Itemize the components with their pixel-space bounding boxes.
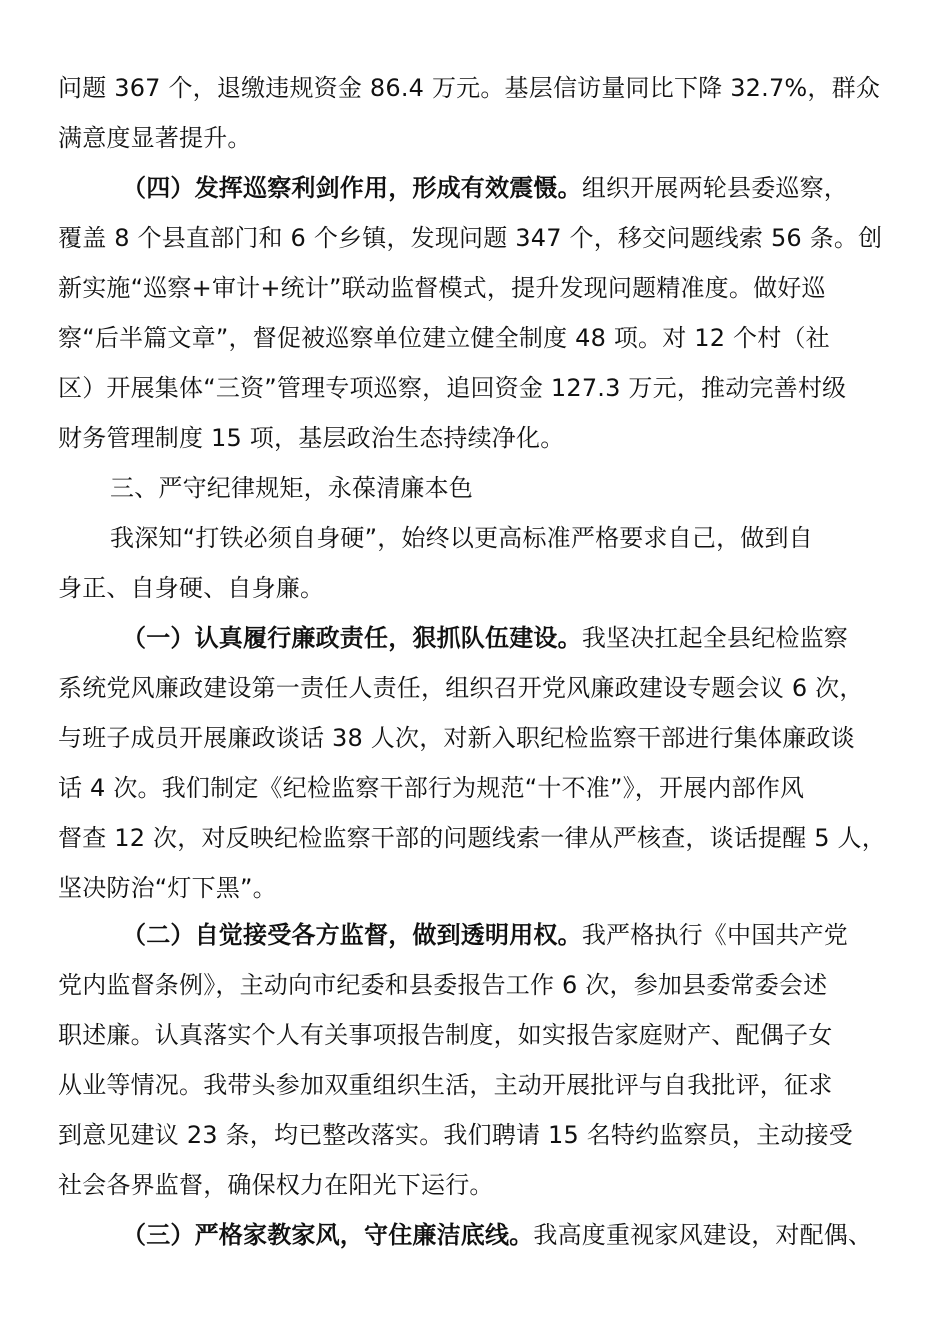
paragraph-3-first-line bbox=[122, 1210, 872, 1260]
paragraph-lead-text: 我坚决扛起全县纪检监察 bbox=[581, 624, 849, 652]
paragraph-line: 新实施“巡察+审计+统计”联动监督模式，提升发现问题精准度。做好巡 bbox=[58, 274, 826, 302]
paragraph-line: 满意度显著提升。 bbox=[58, 124, 252, 152]
paragraph-line: 我深知“打铁必须自身硬”，始终以更高标准严格要求自己，做到自 bbox=[110, 524, 813, 552]
paragraph-line: 督查 12 次，对反映纪检监察干部的问题线索一律从严核查，谈话提醒 5 人， bbox=[58, 824, 886, 852]
paragraph-line: 察“后半篇文章”，督促被巡察单位建立健全制度 48 项。对 12 个村（社 bbox=[58, 324, 830, 352]
paragraph-line: 覆盖 8 个县直部门和 6 个乡镇，发现问题 347 个，移交问题线索 56 条。创 bbox=[58, 224, 883, 252]
paragraph-line: 与班子成员开展廉政谈话 38 人次，对新入职纪检监察干部进行集体廉政谈 bbox=[58, 724, 855, 752]
paragraph-line: 系统党风廉政建设第一责任人责任，组织召开党风廉政建设专题会议 6 次， bbox=[58, 674, 864, 702]
paragraph-heading: （四）发挥巡察利剑作用，形成有效震慑。 bbox=[122, 174, 582, 202]
paragraph-lead-text: 我高度重视家风建设，对配偶、 bbox=[533, 1221, 873, 1249]
paragraph-1-first-line bbox=[122, 613, 848, 663]
paragraph-line: 问题 367 个，退缴违规资金 86.4 万元。基层信访量同比下降 32.7%，群众 bbox=[58, 74, 881, 102]
paragraph-line: 坚决防治“灯下黑”。 bbox=[58, 874, 277, 902]
paragraph-line: 话 4 次。我们制定《纪检监察干部行为规范“十不准”》，开展内部作风 bbox=[58, 774, 805, 802]
paragraph-heading: （一）认真履行廉政责任，狠抓队伍建设。 bbox=[122, 624, 582, 652]
paragraph-4-first-line bbox=[122, 163, 848, 213]
paragraph-heading: （二）自觉接受各方监督，做到透明用权。 bbox=[122, 921, 582, 949]
paragraph-line: 身正、自身硬、自身廉。 bbox=[58, 574, 325, 602]
section-title: 三、严守纪律规矩，永葆清廉本色 bbox=[110, 474, 473, 502]
paragraph-line: 职述廉。认真落实个人有关事项报告制度，如实报告家庭财产、配偶子女 bbox=[58, 1021, 833, 1049]
paragraph-line: 党内监督条例》，主动向市纪委和县委报告工作 6 次，参加县委常委会述 bbox=[58, 971, 828, 999]
paragraph-line: 社会各界监督，确保权力在阳光下运行。 bbox=[58, 1171, 494, 1199]
paragraph-lead-text: 我严格执行《中国共产党 bbox=[581, 921, 849, 949]
paragraph-2-first-line bbox=[122, 910, 848, 960]
paragraph-lead-text: 组织开展两轮县委巡察， bbox=[581, 174, 849, 202]
paragraph-line: 财务管理制度 15 项，基层政治生态持续净化。 bbox=[58, 424, 565, 452]
paragraph-line: 从业等情况。我带头参加双重组织生活，主动开展批评与自我批评，征求 bbox=[58, 1071, 833, 1099]
paragraph-line: 到意见建议 23 条，均已整改落实。我们聘请 15 名特约监察员，主动接受 bbox=[58, 1121, 853, 1149]
paragraph-heading: （三）严格家教家风，守住廉洁底线。 bbox=[122, 1221, 534, 1249]
paragraph-line: 区）开展集体“三资”管理专项巡察，追回资金 127.3 万元，推动完善村级 bbox=[58, 374, 847, 402]
